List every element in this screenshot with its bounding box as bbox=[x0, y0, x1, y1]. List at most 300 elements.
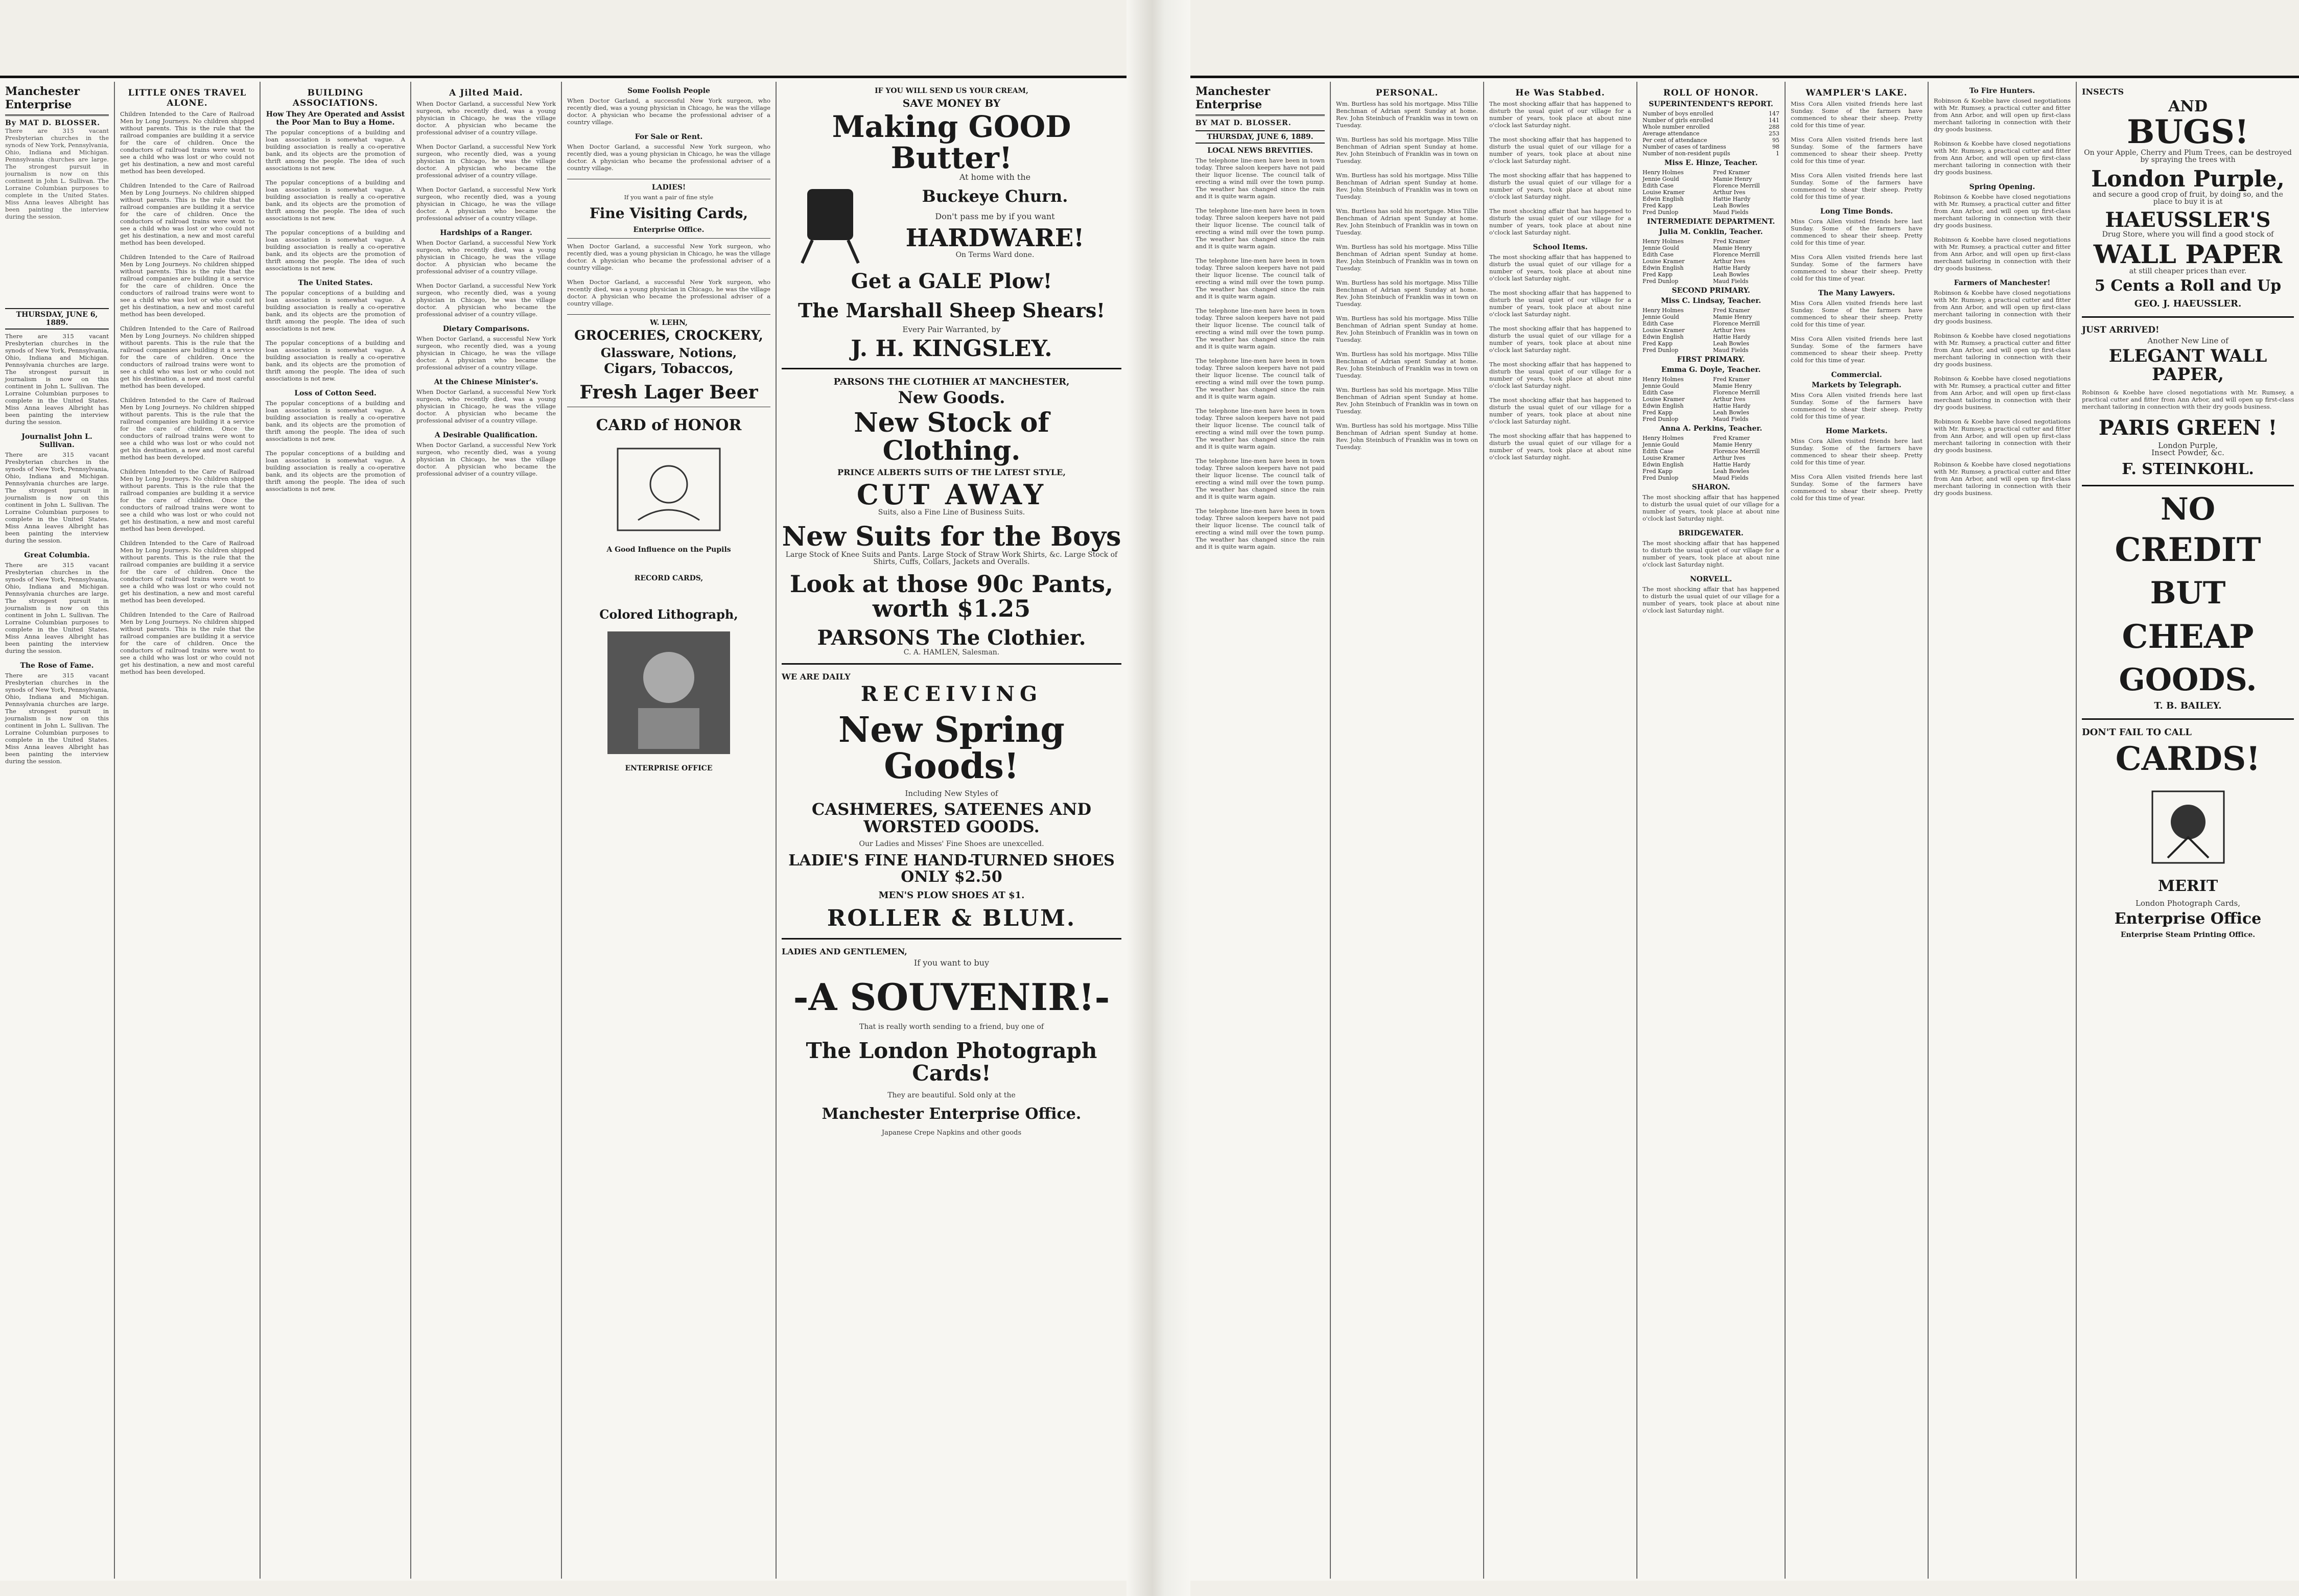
ad-display: Fine Visiting Cards, bbox=[589, 205, 748, 222]
right-col-7 bbox=[2077, 82, 2299, 1579]
body-text: Robinson & Koebbe have closed negotiations with Mr. Rumsey, a practical cutter and fitter from Ann Arbor, and will open up first-class merchant tailoring in connection with their dry goods business. bbox=[1934, 461, 2071, 497]
report-heading: SUPERINTENDENT'S REPORT. bbox=[1649, 100, 1773, 108]
stat-value: 147 bbox=[1769, 110, 1779, 117]
honor-name: Mamie Henry bbox=[1713, 176, 1752, 182]
body-text: The most shocking affair that has happened to disturb the usual quiet of our village for a number of years, took place at about nine o'clock last Saturday night. bbox=[1489, 361, 1631, 389]
honor-name: Fred Kapp bbox=[1643, 202, 1673, 209]
ad-line: Insect Powder, &c. bbox=[2151, 448, 2224, 458]
body-text: Wm. Burtless has sold his mortgage. Miss Tillie Benchman of Adrian spent Sunday at home. Rev. John Steinbuch of Franklin was in town on Tuesday. bbox=[1336, 207, 1478, 236]
honor-name: Arthur Ives bbox=[1713, 327, 1746, 334]
stat-value: 253 bbox=[1769, 130, 1779, 137]
body-text: The most shocking affair that has happened to disturb the usual quiet of our village for a number of years, took place at about nine o'clock last Saturday night. bbox=[1489, 325, 1631, 354]
honor-name: Arthur Ives bbox=[1713, 455, 1746, 461]
honor-name: Mamie Henry bbox=[1713, 314, 1752, 320]
honor-name: Fred Dunlop bbox=[1643, 347, 1679, 354]
ad-heading: For Sale or Rent. bbox=[635, 133, 703, 141]
body-text: Children Intended to the Care of Railroad Men by Long Journeys. No children shipped without parents. This is the rule that the railroad companies are building it a service for the care of children. Once the conductors of railroad trains were wont to see a child who was lost or who could not get his destination, a new and most careful method has been developed. bbox=[120, 253, 254, 318]
article-heading: LITTLE ONES TRAVEL ALONE. bbox=[128, 88, 247, 108]
honor-names bbox=[1643, 376, 1779, 423]
honor-name: Hattie Hardy bbox=[1713, 461, 1751, 468]
stat-row bbox=[1643, 110, 1779, 117]
body-text: The popular conceptions of a building and loan association is somewhat vague. A building association is really a co-operative bank, and its objects are the promotion of thrift among the people. The idea of such associations is not new. bbox=[266, 179, 405, 222]
honor-name: Maud Fields bbox=[1713, 347, 1749, 354]
ad-display: MERIT bbox=[2157, 877, 2218, 896]
honor-name: Maud Fields bbox=[1713, 475, 1749, 481]
butter-ad bbox=[782, 97, 1121, 361]
honor-name: Henry Holmes bbox=[1643, 376, 1684, 383]
body-text: Miss Cora Allen visited friends here last Sunday. Some of the farmers have commenced to shear their sheep. Pretty cold for this time of year. bbox=[1791, 136, 1922, 165]
ad-line: Every Pair Warranted, by bbox=[902, 324, 1001, 334]
body-text: When Doctor Garland, a successful New York surgeon, who recently died, was a young physician in Chicago, he was the village doctor. A physician who became the professional adviser of a country village. bbox=[567, 143, 770, 172]
honor-name: Jennie Gould bbox=[1643, 176, 1679, 182]
article-heading: PERSONAL. bbox=[1375, 88, 1439, 98]
ad-display: WORSTED GOODS. bbox=[863, 816, 1040, 836]
ad-display: PARSONS The Clothier. bbox=[817, 625, 1086, 650]
honor-name: Henry Holmes bbox=[1643, 307, 1684, 314]
ad-line: LADIES! bbox=[651, 183, 686, 192]
grade-heading: SECOND PRIMARY. bbox=[1672, 287, 1750, 295]
article-subheading: Long Time Bonds. bbox=[1820, 207, 1893, 216]
haeussler-ad bbox=[2082, 87, 2294, 309]
legal-notice: When Doctor Garland, a successful New York surgeon, who recently died, was a young physician in Chicago, he was the village doctor. A physician who became the professional adviser of a country village. bbox=[567, 278, 770, 308]
ad-display: AND bbox=[2168, 98, 2208, 115]
body-text: The popular conceptions of a building and loan association is somewhat vague. A building association is really a co-operative bank, and its objects are the promotion of thrift among the people. The idea of such associations is not new. bbox=[266, 129, 405, 172]
honor-name: Fred Kramer bbox=[1713, 435, 1750, 441]
article-heading: Some Foolish People bbox=[627, 87, 710, 95]
legal-notice: When Doctor Garland, a successful New York surgeon, who recently died, was a young physician in Chicago, he was the village doctor. A physician who became the professional adviser of a country village. bbox=[567, 243, 770, 272]
honor-name: Fred Dunlop bbox=[1643, 209, 1679, 216]
honor-name: Edwin English bbox=[1643, 265, 1684, 271]
body-text: Robinson & Koebbe have closed negotiations with Mr. Rumsey, a practical cutter and fitter from Ann Arbor, and will open up first-class merchant tailoring in connection with their dry goods business. bbox=[1934, 97, 2071, 133]
body-text: Miss Cora Allen visited friends here last Sunday. Some of the farmers have commenced to shear their sheep. Pretty cold for this time of year. bbox=[1791, 335, 1922, 364]
honor-name: Florence Merrill bbox=[1713, 448, 1760, 455]
body-text: Wm. Burtless has sold his mortgage. Miss Tillie Benchman of Adrian spent Sunday at home. Rev. John Steinbuch of Franklin was in town on Tuesday. bbox=[1336, 422, 1478, 451]
honor-name: Fred Kapp bbox=[1643, 271, 1673, 278]
honor-name: Leah Bowles bbox=[1713, 202, 1749, 209]
honor-name: Louise Kramer bbox=[1643, 455, 1685, 461]
body-text: The most shocking affair that has happened to disturb the usual quiet of our village for a number of years, took place at about nine o'clock last Saturday night. bbox=[1643, 539, 1779, 568]
body-text: There are 315 vacant Presbyterian churches in the synods of New York, Pennsylvania, Ohio, Indiana and Michigan. Pennsylvania churches are large. The strongest pursuit in journalism is now on this continent in John L. Sullivan. The Lorraine Columbian purposes to complete in the United States. Miss Anna leaves Albright has been painting the interview during the session. bbox=[5, 451, 109, 544]
ad-display: CHEAP bbox=[2122, 617, 2254, 656]
ad-display: GROCERIES, CROCKERY, bbox=[574, 328, 763, 344]
attendance-stats bbox=[1643, 110, 1779, 157]
article-heading: Farmers of Manchester! bbox=[1954, 279, 2051, 287]
honor-name: Hattie Hardy bbox=[1713, 334, 1751, 340]
body-text: Robinson & Koebbe have closed negotiations with Mr. Rumsey, a practical cutter and fitter from Ann Arbor, and will open up first-class merchant tailoring in connection with their dry goods business. bbox=[1934, 418, 2071, 454]
body-text: The telephone line-men have been in town today. Three saloon keepers have not paid their liquor license. The council talk of erecting a wind mill over the town pump. The weather has changed since the rain and it is quite warm again. bbox=[1195, 357, 1325, 400]
body-text: Children Intended to the Care of Railroad Men by Long Journeys. No children shipped without parents. This is the rule that the railroad companies are building it a service for the care of children. Once the conductors of railroad trains were wont to see a child who was lost or who could not get his destination, a new and most careful method has been developed. bbox=[120, 468, 254, 532]
stat-label: Number of boys enrolled bbox=[1643, 110, 1714, 117]
ad-display: LADIE'S FINE HAND-TURNED SHOES ONLY $2.50 bbox=[788, 852, 1115, 886]
stat-row bbox=[1643, 124, 1779, 130]
ad-display: WALL PAPER bbox=[2093, 239, 2283, 269]
body-text: There are 315 vacant Presbyterian churches in the synods of New York, Pennsylvania, Ohio, Indiana and Michigan. Pennsylvania churches are large. The strongest pursuit in journalism is now on this continent in John L. Sullivan. The Lorraine Columbian purposes to complete in the United States. Miss Anna leaves Albright has been painting the interview during the session. bbox=[5, 561, 109, 654]
honor-name: Florence Merrill bbox=[1713, 389, 1760, 396]
ad-display: CARD of HONOR bbox=[596, 416, 742, 434]
body-text: Children Intended to the Care of Railroad Men by Long Journeys. No children shipped without parents. This is the rule that the railroad companies are building it a service for the care of children. Once the conductors of railroad trains were wont to see a child who was lost or who could not get his destination, a new and most careful method has been developed. bbox=[120, 396, 254, 461]
ad-display: Look at those 90c Pants, worth $1.25 bbox=[789, 570, 1114, 623]
article-subheading: Markets by Telegraph. bbox=[1812, 381, 1902, 389]
ad-line: Japanese Crepe Napkins and other goods bbox=[881, 1129, 1022, 1137]
article-heading: The Rose of Fame. bbox=[20, 662, 94, 670]
teacher-line: Emma G. Doyle, Teacher. bbox=[1661, 366, 1761, 374]
honor-name: Leah Bowles bbox=[1713, 340, 1749, 347]
section-heading: BRIDGEWATER. bbox=[1678, 529, 1744, 537]
body-text: The popular conceptions of a building and loan association is somewhat vague. A building association is really a co-operative bank, and its objects are the promotion of thrift among the people. The idea of such associations is not new. bbox=[266, 339, 405, 382]
body-text: The telephone line-men have been in town today. Three saloon keepers have not paid their liquor license. The council talk of erecting a wind mill over the town pump. The weather has changed since the rain and it is quite warm again. bbox=[1195, 207, 1325, 250]
body-text: Robinson & Koebbe have closed negotiations with Mr. Rumsey, a practical cutter and fitter from Ann Arbor, and will open up first-class merchant tailoring in connection with their dry goods business. bbox=[1934, 332, 2071, 368]
body-text: Miss Cora Allen visited friends here last Sunday. Some of the farmers have commenced to shear their sheep. Pretty cold for this time of year. bbox=[1791, 100, 1922, 129]
article-heading: ROLL OF HONOR. bbox=[1663, 88, 1759, 98]
ad-display: New Suits for the Boys bbox=[782, 521, 1121, 553]
honor-name: Mamie Henry bbox=[1713, 383, 1752, 389]
honor-name: Leah Bowles bbox=[1713, 271, 1749, 278]
honor-name: Edith Case bbox=[1643, 448, 1674, 455]
ad-display: New Spring Goods! bbox=[838, 709, 1065, 787]
body-text: The telephone line-men have been in town today. Three saloon keepers have not paid their liquor license. The council talk of erecting a wind mill over the town pump. The weather has changed since the rain and it is quite warm again. bbox=[1195, 457, 1325, 500]
ad-line: On Terms Ward done. bbox=[955, 250, 1035, 259]
body-text: When Doctor Garland, a successful New York surgeon, who recently died, was a young physician in Chicago, he was the village doctor. A physician who became the professional adviser of a country village. bbox=[416, 282, 556, 318]
body-text: The most shocking affair that has happened to disturb the usual quiet of our village for a number of years, took place at about nine o'clock last Saturday night. bbox=[1643, 585, 1779, 614]
stat-label: Number of girls enrolled bbox=[1643, 117, 1714, 124]
body-text: When Doctor Garland, a successful New York surgeon, who recently died, was a young physician in Chicago, he was the village doctor. A physician who became the professional adviser of a country village. bbox=[416, 143, 556, 179]
honor-name: Edwin English bbox=[1643, 461, 1684, 468]
ad-line: That is really worth sending to a friend, buy one of bbox=[859, 1023, 1044, 1031]
stat-value: 95 bbox=[1772, 137, 1779, 144]
honor-name: Maud Fields bbox=[1713, 278, 1749, 285]
honor-name: Arthur Ives bbox=[1713, 258, 1746, 265]
body-text: Wm. Burtless has sold his mortgage. Miss Tillie Benchman of Adrian spent Sunday at home. Rev. John Steinbuch of Franklin was in town on Tuesday. bbox=[1336, 243, 1478, 272]
body-text: There are 315 vacant Presbyterian churches in the synods of New York, Pennsylvania, Ohio, Indiana and Michigan. Pennsylvania churches are large. The strongest pursuit in journalism is now on this continent in John L. Sullivan. The Lorraine Columbian purposes to complete in the United States. Miss Anna leaves Albright has been painting the interview during the session. bbox=[5, 672, 109, 765]
body-text: There are 315 vacant Presbyterian churches in the synods of New York, Pennsylvania, Ohio, Indiana and Michigan. Pennsylvania churches are large. The strongest pursuit in journalism is now on this continent in John L. Sullivan. The Lorraine Columbian purposes to complete in the United States. Miss Anna leaves Albright has been painting the interview during the session. bbox=[5, 127, 109, 220]
stat-value: 141 bbox=[1769, 117, 1779, 124]
body-text: Miss Cora Allen visited friends here last Sunday. Some of the farmers have commenced to shear their sheep. Pretty cold for this time of year. bbox=[1791, 473, 1922, 502]
lithograph-illustration bbox=[602, 626, 735, 759]
ad-display: HARDWARE! bbox=[905, 224, 1085, 253]
ad-display: J. H. KINGSLEY. bbox=[851, 335, 1052, 362]
honor-name: Mamie Henry bbox=[1713, 245, 1752, 251]
ad-line: London Photograph Cards, bbox=[2136, 898, 2240, 908]
body-text: The most shocking affair that has happened to disturb the usual quiet of our village for a number of years, took place at about nine o'clock last Saturday night. bbox=[1489, 172, 1631, 200]
body-text: The telephone line-men have been in town today. Three saloon keepers have not paid their liquor license. The council talk of erecting a wind mill over the town pump. The weather has changed since the rain and it is quite warm again. bbox=[1195, 407, 1325, 450]
body-text: Miss Cora Allen visited friends here last Sunday. Some of the farmers have commenced to shear their sheep. Pretty cold for this time of year. bbox=[1791, 218, 1922, 246]
body-text: Wm. Burtless has sold his mortgage. Miss Tillie Benchman of Adrian spent Sunday at home. Rev. John Steinbuch of Franklin was in town on Tuesday. bbox=[1336, 386, 1478, 415]
ad-display: HAEUSSLER'S bbox=[2105, 207, 2271, 232]
ad-line: LADIES AND GENTLEMEN, bbox=[782, 946, 907, 956]
body-text: Wm. Burtless has sold his mortgage. Miss Tillie Benchman of Adrian spent Sunday at home. Rev. John Steinbuch of Franklin was in town on Tuesday. bbox=[1336, 315, 1478, 343]
honor-name: Fred Kapp bbox=[1643, 409, 1673, 416]
body-text: Robinson & Koebbe have closed negotiations with Mr. Rumsey, a practical cutter and fitter from Ann Arbor, and will open up first-class merchant tailoring in connection with their dry goods business. bbox=[1934, 289, 2071, 325]
stat-label: Per cent of attendance bbox=[1643, 137, 1707, 144]
stat-row bbox=[1643, 144, 1779, 150]
ad-line: Including New Styles of bbox=[905, 789, 998, 799]
honor-name: Hattie Hardy bbox=[1713, 265, 1751, 271]
body-text: The telephone line-men have been in town today. Three saloon keepers have not paid their liquor license. The council talk of erecting a wind mill over the town pump. The weather has changed since the rain and it is quite warm again. bbox=[1195, 507, 1325, 550]
honor-names bbox=[1643, 307, 1779, 354]
body-text: Robinson & Koebbe have closed negotiations with Mr. Rumsey, a practical cutter and fitter from Ann Arbor, and will open up first-class merchant tailoring in connection with their dry goods business. bbox=[2082, 389, 2294, 411]
left-col-1 bbox=[0, 82, 115, 1579]
body-text: The popular conceptions of a building and loan association is somewhat vague. A building association is really a co-operative bank, and its objects are the promotion of thrift among the people. The idea of such associations is not new. bbox=[266, 400, 405, 442]
ad-line: at still cheaper prices than ever. bbox=[2129, 267, 2247, 276]
body-text: Miss Cora Allen visited friends here last Sunday. Some of the farmers have commenced to shear their sheep. Pretty cold for this time of year. bbox=[1791, 299, 1922, 328]
stat-label: Average attendance bbox=[1643, 130, 1700, 137]
byline: By MAT D. BLOSSER. bbox=[5, 119, 101, 127]
ad-display: New Goods. bbox=[898, 387, 1005, 407]
ad-line: WE ARE DAILY bbox=[782, 671, 851, 682]
ad-line: Enterprise Steam Printing Office. bbox=[2120, 931, 2256, 940]
honor-name: Henry Holmes bbox=[1643, 238, 1684, 245]
article-subheading: The Many Lawyers. bbox=[1818, 289, 1895, 297]
grade-heading: FIRST PRIMARY. bbox=[1677, 356, 1745, 364]
body-text: The most shocking affair that has happened to disturb the usual quiet of our village for a number of years, took place at about nine o'clock last Saturday night. bbox=[1489, 253, 1631, 282]
body-text: The popular conceptions of a building and loan association is somewhat vague. A building association is really a co-operative bank, and its objects are the promotion of thrift among the people. The idea of such associations is not new. bbox=[266, 450, 405, 492]
teacher-line: Anna A. Perkins, Teacher. bbox=[1659, 425, 1763, 433]
ad-display: 5 Cents a Roll and Up bbox=[2094, 277, 2282, 295]
ad-display: -A SOUVENIR!- bbox=[793, 975, 1110, 1019]
stat-row bbox=[1643, 130, 1779, 137]
body-text: The most shocking affair that has happened to disturb the usual quiet of our village for a number of years, took place at about nine o'clock last Saturday night. bbox=[1643, 494, 1779, 522]
honor-name: Edwin English bbox=[1643, 196, 1684, 202]
honor-name: Henry Holmes bbox=[1643, 169, 1684, 176]
ad-display: Making GOOD Butter! bbox=[832, 109, 1071, 175]
cards-ad bbox=[2082, 727, 2294, 939]
ad-display: Buckeye Churn. bbox=[922, 186, 1068, 206]
ad-line: Drug Store, where you will find a good stock of bbox=[2102, 230, 2274, 239]
ad-line: Our Ladies and Misses' Fine Shoes are unexcelled. bbox=[859, 840, 1044, 849]
body-text: There are 315 vacant Presbyterian churches in the synods of New York, Pennsylvania, Ohio, Indiana and Michigan. Pennsylvania churches are large. The strongest pursuit in journalism is now on this continent in John L. Sullivan. The Lorraine Columbian purposes to complete in the United States. Miss Anna leaves Albright has been painting the interview during the session. bbox=[5, 333, 109, 426]
teacher-line: Julia M. Conklin, Teacher. bbox=[1659, 228, 1763, 236]
honor-name: Louise Kramer bbox=[1643, 396, 1685, 403]
article-heading: To Fire Hunters. bbox=[1969, 87, 2035, 95]
ad-line: Enterprise Office. bbox=[633, 226, 705, 234]
honor-names bbox=[1643, 169, 1779, 216]
honor-name: Jennie Gould bbox=[1643, 245, 1679, 251]
ad-display: BUGS! bbox=[2127, 112, 2249, 151]
issue-date: THURSDAY, JUNE 6, 1889. bbox=[5, 308, 109, 330]
ad-display: London Purple, bbox=[2091, 166, 2285, 192]
body-text: Robinson & Koebbe have closed negotiations with Mr. Rumsey, a practical cutter and fitter from Ann Arbor, and will open up first-class merchant tailoring in connection with their dry goods business. bbox=[1934, 193, 2071, 229]
honor-name: Mamie Henry bbox=[1713, 441, 1752, 448]
honor-names bbox=[1643, 435, 1779, 481]
merit-card-illustration bbox=[2142, 781, 2234, 873]
body-text: When Doctor Garland, a successful New York surgeon, who recently died, was a young physician in Chicago, he was the village doctor. A physician who became the professional adviser of a country village. bbox=[416, 100, 556, 136]
body-text: Children Intended to the Care of Railroad Men by Long Journeys. No children shipped without parents. This is the rule that the railroad companies are building it a service for the care of children. Once the conductors of railroad trains were wont to see a child who was lost or who could not get his destination, a new and most careful method has been developed. bbox=[120, 611, 254, 675]
ad-line: On your Apple, Cherry and Plum Trees, can be destroyed by spraying the trees with bbox=[2084, 148, 2292, 164]
ad-display: CUT AWAY bbox=[856, 478, 1047, 511]
honor-name: Florence Merrill bbox=[1713, 182, 1760, 189]
byline: BY MAT D. BLOSSER. bbox=[1195, 119, 1292, 127]
ad-line: INSECTS bbox=[2082, 87, 2124, 97]
body-text: The most shocking affair that has happened to disturb the usual quiet of our village for a number of years, took place at about nine o'clock last Saturday night. bbox=[1489, 289, 1631, 318]
page-gutter bbox=[1127, 0, 1190, 1596]
body-text: Children Intended to the Care of Railroad Men by Long Journeys. No children shipped without parents. This is the rule that the railroad companies are building it a service for the care of children. Once the conductors of railroad trains were wont to see a child who was lost or who could not get his destination, a new and most careful method has been developed. bbox=[120, 325, 254, 389]
body-text: When Doctor Garland, a successful New York surgeon, who recently died, was a young physician in Chicago, he was the village doctor. A physician who became the professional adviser of a country village. bbox=[416, 239, 556, 275]
ad-display: The Marshall Sheep Shears! bbox=[798, 298, 1105, 322]
article-heading: A Jilted Maid. bbox=[449, 88, 523, 98]
body-text: The most shocking affair that has happened to disturb the usual quiet of our village for a number of years, took place at about nine o'clock last Saturday night. bbox=[1489, 396, 1631, 425]
left-col-5 bbox=[562, 82, 777, 1579]
body-text: Robinson & Koebbe have closed negotiations with Mr. Rumsey, a practical cutter and fitter from Ann Arbor, and will open up first-class merchant tailoring in connection with their dry goods business. bbox=[1934, 375, 2071, 411]
ad-line: GEO. J. HAEUSSLER. bbox=[2134, 298, 2242, 309]
stat-row bbox=[1643, 117, 1779, 124]
article-subheading: Loss of Cotton Seed. bbox=[294, 389, 377, 397]
ad-display: Fresh Lager Beer bbox=[579, 382, 758, 404]
body-text: The most shocking affair that has happened to disturb the usual quiet of our village for a number of years, took place at about nine o'clock last Saturday night. bbox=[1489, 432, 1631, 461]
stat-row bbox=[1643, 150, 1779, 157]
ad-line: SAVE MONEY BY bbox=[902, 97, 1001, 109]
body-text: Miss Cora Allen visited friends here last Sunday. Some of the farmers have commenced to shear their sheep. Pretty cold for this time of year. bbox=[1791, 172, 1922, 200]
body-text: Wm. Burtless has sold his mortgage. Miss Tillie Benchman of Adrian spent Sunday at home. Rev. John Steinbuch of Franklin was in town on Tuesday. bbox=[1336, 279, 1478, 308]
body-text: The most shocking affair that has happened to disturb the usual quiet of our village for a number of years, took place at about nine o'clock last Saturday night. bbox=[1489, 100, 1631, 129]
ad-display: Glassware, Notions, bbox=[600, 345, 737, 360]
spring-goods-ad bbox=[782, 672, 1121, 931]
ad-line: MEN'S PLOW SHOES AT $1. bbox=[878, 890, 1025, 901]
ad-display: GOODS. bbox=[2119, 662, 2257, 698]
body-text: Robinson & Koebbe have closed negotiations with Mr. Rumsey, a practical cutter and fitter from Ann Arbor, and will open up first-class merchant tailoring in connection with their dry goods business. bbox=[1934, 140, 2071, 176]
article-subheading: Dietary Comparisons. bbox=[442, 325, 530, 333]
article-heading: WAMPLER'S LAKE. bbox=[1805, 88, 1908, 98]
honor-name: Edwin English bbox=[1643, 403, 1684, 409]
body-text: Children Intended to the Care of Railroad Men by Long Journeys. No children shipped without parents. This is the rule that the railroad companies are building it a service for the care of children. Once the conductors of railroad trains were wont to see a child who was lost or who could not get his destination, a new and most careful method has been developed. bbox=[120, 110, 254, 175]
article-subheading: How They Are Operated and Assist the Poor Man to Buy a Home. bbox=[266, 110, 405, 127]
body-text: The most shocking affair that has happened to disturb the usual quiet of our village for a number of years, took place at about nine o'clock last Saturday night. bbox=[1489, 207, 1631, 236]
ad-display: ELEGANT WALL PAPER, bbox=[2108, 345, 2267, 385]
body-text: Children Intended to the Care of Railroad Men by Long Journeys. No children shipped without parents. This is the rule that the railroad companies are building it a service for the care of children. Once the conductors of railroad trains were wont to see a child who was lost or who could not get his destination, a new and most careful method has been developed. bbox=[120, 539, 254, 604]
ad-line: Suits, also a Fine Line of Business Suits. bbox=[878, 508, 1025, 517]
ad-display: BUT bbox=[2150, 575, 2226, 611]
ad-line: If you want a pair of fine style bbox=[624, 194, 714, 201]
stat-label: Whole number enrolled bbox=[1643, 124, 1710, 130]
ad-line: W. LEHN, bbox=[650, 319, 688, 327]
body-text: The most shocking affair that has happened to disturb the usual quiet of our village for a number of years, took place at about nine o'clock last Saturday night. bbox=[1489, 136, 1631, 165]
honor-name: Edwin English bbox=[1643, 334, 1684, 340]
body-text: Wm. Burtless has sold his mortgage. Miss Tillie Benchman of Adrian spent Sunday at home. Rev. John Steinbuch of Franklin was in town on Tuesday. bbox=[1336, 172, 1478, 200]
ad-line: A Good Influence on the Pupils bbox=[606, 546, 731, 554]
stat-label: Number of non-resident pupils bbox=[1643, 150, 1730, 157]
ad-line: At home with the bbox=[959, 172, 1031, 182]
ad-display: RECEIVING bbox=[860, 682, 1043, 706]
top-rule-right bbox=[1190, 76, 2299, 78]
right-col-3 bbox=[1484, 82, 1637, 1579]
body-text: When Doctor Garland, a successful New York surgeon, who recently died, was a young physician in Chicago, he was the village doctor. A physician who became the professional adviser of a country village. bbox=[416, 441, 556, 477]
article-subheading: Hardships of a Ranger. bbox=[440, 229, 532, 237]
ad-line: PARSONS THE CLOTHIER AT MANCHESTER, bbox=[833, 376, 1070, 387]
right-col-5 bbox=[1786, 82, 1929, 1579]
honor-name: Louise Kramer bbox=[1643, 258, 1685, 265]
honor-name: Jennie Gould bbox=[1643, 314, 1679, 320]
left-col-6 bbox=[777, 82, 1127, 1579]
top-rule-left bbox=[0, 76, 1127, 78]
ad-line: Large Stock of Knee Suits and Pants. Large Stock of Straw Work Shirts, &c. Large Stock of Shirts, Cuffs, Collars, Jackets and Overalls. bbox=[785, 550, 1118, 566]
ad-display: Get a GALE Plow! bbox=[851, 269, 1052, 293]
ad-line: RECORD CARDS, bbox=[634, 574, 703, 583]
ad-display: New Stock of Clothing. bbox=[854, 407, 1049, 467]
honor-name: Arthur Ives bbox=[1713, 396, 1746, 403]
article-heading: Spring Opening. bbox=[1969, 183, 2035, 191]
ad-line: C. A. HAMLEN, Salesman. bbox=[903, 648, 1000, 656]
honor-name: Edith Case bbox=[1643, 389, 1674, 396]
masthead: Manchester Enterprise bbox=[5, 85, 109, 116]
honor-name: Hattie Hardy bbox=[1713, 196, 1751, 202]
body-text: When Doctor Garland, a successful New York surgeon, who recently died, was a young physician in Chicago, he was the village doctor. A physician who became the professional adviser of a country village. bbox=[567, 97, 770, 126]
honor-name: Jennie Gould bbox=[1643, 383, 1679, 389]
ad-line: Another New Line of bbox=[2147, 336, 2228, 345]
masthead: Manchester Enterprise bbox=[1195, 85, 1325, 116]
ad-line: PRINCE ALBERTS SUITS OF THE LATEST STYLE, bbox=[837, 467, 1066, 477]
souvenir-ad bbox=[782, 947, 1121, 1137]
ad-line: T. B. BAILEY. bbox=[2154, 700, 2222, 712]
ad-display: ROLLER & BLUM. bbox=[827, 905, 1076, 932]
honor-card-illustration bbox=[607, 438, 730, 541]
body-text: Children Intended to the Care of Railroad Men by Long Journeys. No children shipped without parents. This is the rule that the railroad companies are building it a service for the care of children. Once the conductors of railroad trains were wont to see a child who was lost or who could not get his destination, a new and most careful method has been developed. bbox=[120, 182, 254, 246]
honor-name: Fred Kramer bbox=[1713, 169, 1750, 176]
honor-name: Fred Kramer bbox=[1713, 238, 1750, 245]
right-col-2 bbox=[1331, 82, 1484, 1579]
ad-display: F. STEINKOHL. bbox=[2122, 460, 2254, 479]
ad-display: The London Photograph Cards! bbox=[806, 1038, 1097, 1086]
ad-display: CARDS! bbox=[2115, 740, 2261, 779]
honor-name: Edith Case bbox=[1643, 251, 1674, 258]
body-text: When Doctor Garland, a successful New York surgeon, who recently died, was a young physician in Chicago, he was the village doctor. A physician who became the professional adviser of a country village. bbox=[416, 186, 556, 222]
honor-name: Leah Bowles bbox=[1713, 468, 1749, 475]
body-text: When Doctor Garland, a successful New York surgeon, who recently died, was a young physician in Chicago, he was the village doctor. A physician who became the professional adviser of a country village. bbox=[416, 335, 556, 371]
article-subheading: Commercial. bbox=[1831, 371, 1882, 379]
body-text: When Doctor Garland, a successful New York surgeon, who recently died, was a young physician in Chicago, he was the village doctor. A physician who became the professional adviser of a country village. bbox=[416, 388, 556, 424]
ad-display: NO bbox=[2160, 491, 2216, 527]
ad-line: ENTERPRISE OFFICE bbox=[625, 764, 713, 772]
ad-line: and secure a good crop of fruit, by doing so, and the place to buy it is at bbox=[2093, 190, 2283, 206]
left-col-3 bbox=[261, 82, 411, 1579]
issue-date: THURSDAY, JUNE 6, 1889. bbox=[1195, 130, 1325, 144]
honor-name: Fred Dunlop bbox=[1643, 278, 1679, 285]
card-of-honor-ad bbox=[567, 417, 770, 772]
section-heading: NORVELL. bbox=[1690, 575, 1732, 583]
right-col-1 bbox=[1190, 82, 1331, 1579]
ad-display: Enterprise Office bbox=[2114, 909, 2262, 928]
honor-name: Fred Kramer bbox=[1713, 307, 1750, 314]
ad-line: London Purple, bbox=[2158, 441, 2218, 451]
ad-line: They are beautiful. Sold only at the bbox=[887, 1091, 1016, 1100]
body-text: The telephone line-men have been in town today. Three saloon keepers have not paid their liquor license. The council talk of erecting a wind mill over the town pump. The weather has changed since the rain and it is quite warm again. bbox=[1195, 307, 1325, 350]
honor-name: Fred Dunlop bbox=[1643, 416, 1679, 423]
article-heading: BUILDING ASSOCIATIONS. bbox=[292, 88, 379, 108]
body-text: The popular conceptions of a building and loan association is somewhat vague. A building association is really a co-operative bank, and its objects are the promotion of thrift among the people. The idea of such associations is not new. bbox=[266, 289, 405, 332]
article-subheading: School Items. bbox=[1533, 243, 1588, 251]
honor-name: Henry Holmes bbox=[1643, 435, 1684, 441]
body-text: Wm. Burtless has sold his mortgage. Miss Tillie Benchman of Adrian spent Sunday at home. Rev. John Steinbuch of Franklin was in town on Tuesday. bbox=[1336, 136, 1478, 165]
body-text: Wm. Burtless has sold his mortgage. Miss Tillie Benchman of Adrian spent Sunday at home. Rev. John Steinbuch of Franklin was in town on Tuesday. bbox=[1336, 100, 1478, 129]
visiting-cards-ad bbox=[567, 183, 770, 234]
bailey-ad bbox=[2082, 491, 2294, 712]
body-text: The popular conceptions of a building and loan association is somewhat vague. A building association is really a co-operative bank, and its objects are the promotion of thrift among the people. The idea of such associations is not new. bbox=[266, 229, 405, 272]
honor-name: Edith Case bbox=[1643, 182, 1674, 189]
right-col-6 bbox=[1929, 82, 2077, 1579]
honor-name: Fred Kapp bbox=[1643, 468, 1673, 475]
article-heading: Journalist John L. Sullivan. bbox=[21, 433, 92, 449]
teacher-line: Miss E. Hinze, Teacher. bbox=[1664, 159, 1758, 167]
teacher-line: Miss C. Lindsay, Teacher. bbox=[1660, 297, 1762, 305]
ad-line: IF YOU WILL SEND US YOUR CREAM, bbox=[875, 87, 1028, 95]
stat-value: 98 bbox=[1772, 144, 1779, 150]
honor-name: Florence Merrill bbox=[1713, 251, 1760, 258]
article-heading: Great Columbia. bbox=[24, 551, 90, 559]
honor-name: Arthur Ives bbox=[1713, 189, 1746, 196]
body-text: Robinson & Koebbe have closed negotiations with Mr. Rumsey, a practical cutter and fitter from Ann Arbor, and will open up first-class merchant tailoring in connection with their dry goods business. bbox=[1934, 236, 2071, 272]
stat-label: Number of cases of tardiness bbox=[1643, 144, 1726, 150]
honor-name: Florence Merrill bbox=[1713, 320, 1760, 327]
section-heading: SHARON. bbox=[1692, 483, 1730, 491]
stat-value: 1 bbox=[1776, 150, 1779, 157]
